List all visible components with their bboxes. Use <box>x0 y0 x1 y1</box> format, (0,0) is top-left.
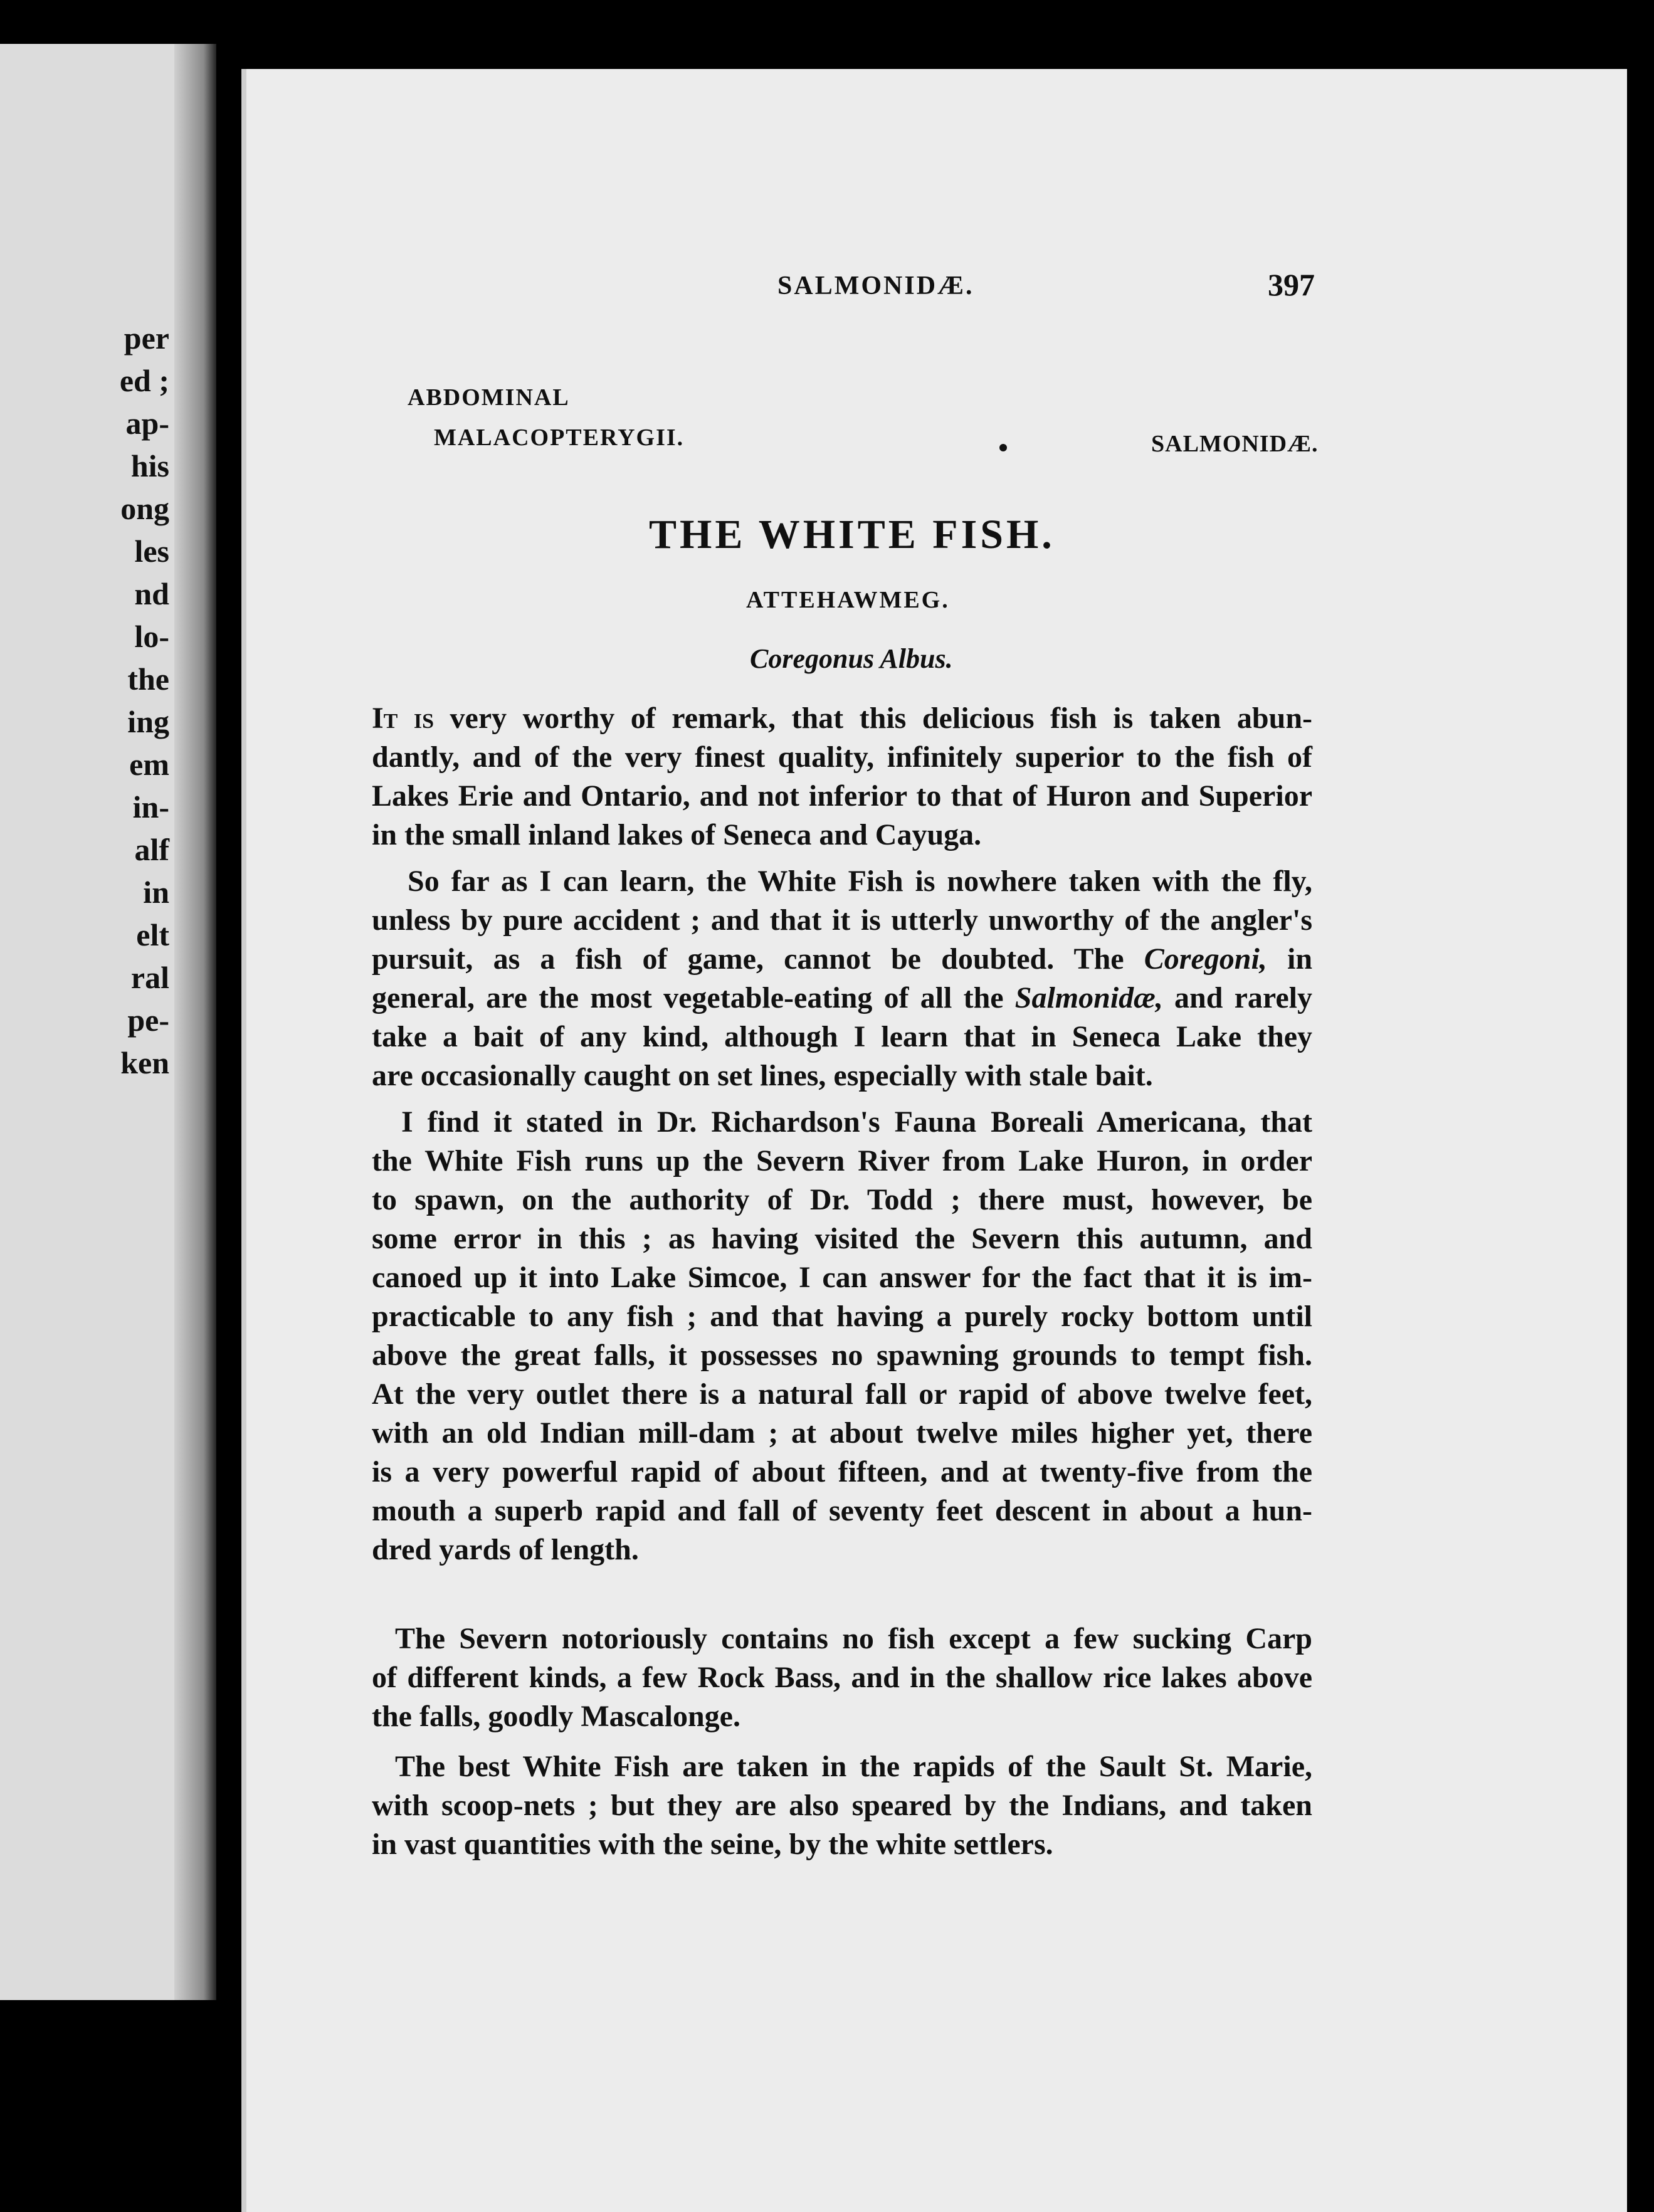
paragraph-2-line-2: unless by pure accident ; and that it is utterly unworthy of the angler's <box>372 903 1312 937</box>
paragraph-3-line-7: above the great falls, it possesses no spawning grounds to tempt fish. <box>372 1339 1312 1372</box>
paragraph-1-line-1 <box>372 701 1312 735</box>
page-number: 397 <box>1268 267 1315 302</box>
native-name: ATTEHAWMEG. <box>746 587 950 613</box>
paragraph-2-line-4-b: and rarely <box>1162 981 1312 1014</box>
paragraph-5-line-1: The best White Fish are taken in the rapids of the Sault St. Marie, <box>395 1750 1312 1783</box>
paragraph-5-line-3: in vast quantities with the seine, by the white settlers. <box>372 1828 1053 1861</box>
classification-line-1: ABDOMINAL <box>408 384 570 411</box>
facing-page-fragment: ong <box>120 491 169 526</box>
paragraph-4-line-2: of different kinds, a few Rock Bass, and in the shallow rice lakes above <box>372 1661 1312 1694</box>
facing-page-edge <box>0 44 216 2000</box>
paragraph-3-line-5: canoed up it into Lake Simcoe, I can answer for the fact that it is im- <box>372 1261 1312 1294</box>
paragraph-3-line-10: is a very powerful rapid of about fifteen, and at twenty-five from the <box>372 1455 1312 1488</box>
paragraph-2-line-6: are occasionally caught on set lines, especially with stale bait. <box>372 1059 1153 1092</box>
facing-page-fragment: his <box>130 448 169 483</box>
latin-name: Coregonus Albus. <box>750 643 953 674</box>
classification-line-2: MALACOPTERYGII. <box>434 424 685 451</box>
facing-page-fragment: in <box>143 875 169 910</box>
paragraph-2-line-4-italic: Salmonidæ, <box>1014 981 1163 1014</box>
paragraph-1-lead-in: It is <box>372 702 434 735</box>
paragraph-1-line-3: Lakes Erie and Ontario, and not inferior to that of Huron and Superior <box>372 779 1312 813</box>
print-speck <box>999 444 1007 451</box>
facing-page-fragment: ap- <box>125 406 169 441</box>
paragraph-4-line-3: the falls, goodly Mascalonge. <box>372 1700 740 1733</box>
paragraph-1-line-1-text: very worthy of remark, that this delicious fish is taken abun- <box>450 702 1313 735</box>
paragraph-5-line-2: with scoop-nets ; but they are also speared by the Indians, and taken <box>372 1789 1312 1822</box>
paragraph-3-line-11: mouth a superb rapid and fall of seventy feet descent in about a hun- <box>372 1494 1312 1527</box>
paragraph-2-line-4 <box>372 981 1312 1015</box>
paragraph-2-line-3-b: in <box>1267 942 1313 976</box>
facing-page-fragment: per <box>124 320 169 356</box>
facing-page-fragment: pe- <box>127 1003 169 1038</box>
paragraph-2-line-4-a: general, are the most vegetable-eating of all the <box>372 981 1015 1014</box>
facing-page-fragment: the <box>127 661 169 697</box>
paragraph-2-line-3-italic: Coregoni, <box>1144 942 1267 976</box>
paragraph-3-line-1: I find it stated in Dr. Richardson's Fauna Boreali Americana, that <box>401 1105 1312 1139</box>
page-gutter-shadow <box>174 44 216 2000</box>
facing-page-fragment: nd <box>134 576 169 611</box>
paragraph-4-line-1: The Severn notoriously contains no fish except a few sucking Carp <box>395 1622 1312 1655</box>
paragraph-3-line-3: to spawn, on the authority of Dr. Todd ; there must, however, be <box>372 1183 1312 1216</box>
paragraph-3-line-2: the White Fish runs up the Severn River from Lake Huron, in order <box>372 1144 1312 1177</box>
facing-page-fragment: ing <box>127 704 169 739</box>
facing-page-fragment: ed ; <box>119 363 169 398</box>
facing-page-fragment: elt <box>136 917 169 952</box>
paragraph-3-line-8: At the very outlet there is a natural fall or rapid of above twelve feet, <box>372 1377 1312 1411</box>
facing-page-fragment: in- <box>132 789 169 824</box>
paragraph-3-line-4: some error in this ; as having visited the Severn this autumn, and <box>372 1222 1312 1255</box>
paragraph-3-line-9: with an old Indian mill-dam ; at about twelve miles higher yet, there <box>372 1416 1312 1450</box>
family-label: SALMONIDÆ. <box>1151 431 1319 457</box>
paragraph-2-line-3-a: pursuit, as a fish of game, cannot be doubted. The <box>372 942 1144 976</box>
paragraph-2-line-5: take a bait of any kind, although I learn that in Seneca Lake they <box>372 1020 1312 1053</box>
paragraph-2-line-3 <box>372 942 1312 976</box>
facing-page-fragment: ken <box>120 1045 169 1080</box>
facing-page-fragment: ral <box>130 960 169 995</box>
page-title: THE WHITE FISH. <box>649 512 1055 557</box>
paragraph-3-line-12: dred yards of length. <box>372 1533 639 1566</box>
paragraph-1-line-4: in the small inland lakes of Seneca and Cayuga. <box>372 818 982 851</box>
facing-page-fragment: les <box>134 534 169 569</box>
facing-page-fragment: lo- <box>134 619 169 654</box>
paragraph-2-line-1: So far as I can learn, the White Fish is nowhere taken with the fly, <box>408 865 1312 898</box>
facing-page-fragment: alf <box>134 832 169 867</box>
paragraph-1-line-2: dantly, and of the very finest quality, infinitely superior to the fish of <box>372 740 1312 774</box>
facing-page-fragment: em <box>129 747 169 782</box>
paragraph-3-line-6: practicable to any fish ; and that having a purely rocky bottom until <box>372 1300 1312 1333</box>
running-head: SALMONIDÆ. <box>777 271 974 300</box>
